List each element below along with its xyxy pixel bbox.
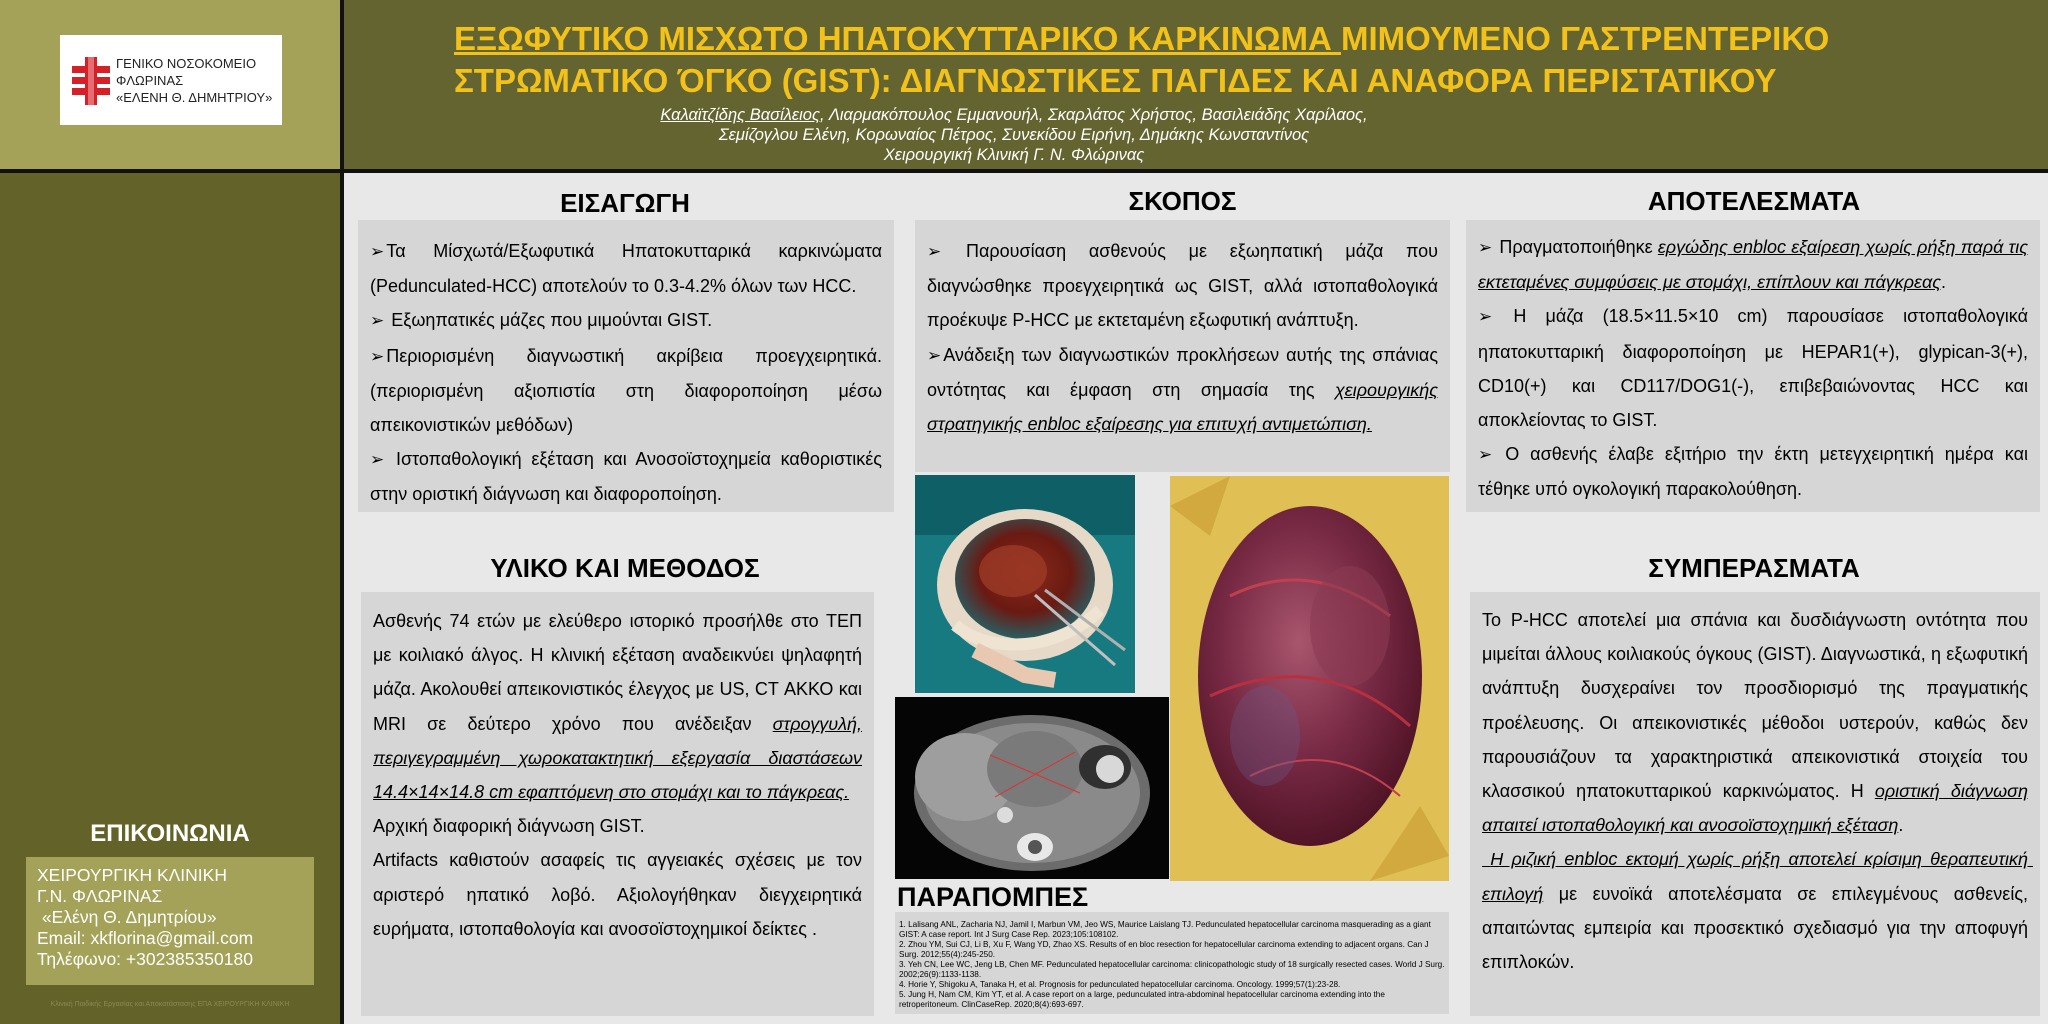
poster-title-rest: ΜΙΜΟΥΜΕΝΟ ΓΑΣΤΡΕΝΤΕΡΙΚΟ ΣΤΡΩΜΑΤΙΚΟ ΌΓΚΟ (GIST): ΔΙΑΓΝΩΣΤΙΚΕΣ ΠΑΓΙΔΕΣ ΚΑΙ ΑΝΑΦΟΡΑ ΠΕΡΙΣΤΑΤΙΚΟΥ	[454, 20, 1830, 99]
results-title: ΑΠΟΤΕΛΕΣΜΑΤΑ	[1647, 186, 1861, 216]
horizontal-divider	[0, 169, 2048, 173]
arrow-bullet-icon: ➢	[1478, 445, 1493, 465]
aim-point-2: ➢ Ανάδειξη των διαγνωστικών προκλήσεων αυτής της σπάνιας οντότητας και έμφαση στη σημασία της χειρουργικής στρατηγικής enbloc εξαίρεσης για επιτυχή αντιμετώπιση.	[927, 344, 1438, 435]
arrow-bullet-icon: ➢	[370, 311, 385, 331]
authors-line-2: Σεμίζογλου Ελένη, Κορωναίος Πέτρος, Συνεκίδου Ειρήνη, Δημάκης Κωνσταντίνος	[718, 126, 1310, 144]
contact-clinic: ΧΕΙΡΟΥΡΓΙΚΗ ΚΛΙΝΙΚΗ	[37, 865, 227, 885]
reference-item: 5. Jung H, Nam CM, Kim YT, et al. A case report on a large, pedunculated intra-abdominal hepatocellular carcinoma extending into the retroperitoneum. ClinCaseRep. 2020;8(4):693-697.	[899, 990, 1385, 1009]
poster-title	[454, 18, 2014, 102]
contact-title: ΕΠΙΚΟΙΝΩΝΙΑ	[90, 820, 250, 847]
affiliation: Χειρουργική Κλινική Γ. Ν. Φλώρινας	[883, 146, 1145, 164]
contact-hospital: Γ.Ν. ΦΛΩΡΙΝΑΣ	[37, 886, 163, 906]
arrow-bullet-icon: ➢	[370, 346, 385, 366]
logo-line-2: «ΕΛΕΝΗ Θ. ΔΗΜΗΤΡΙΟΥ»	[116, 90, 273, 105]
poster-header	[344, 0, 2048, 169]
arrow-bullet-icon: ➢	[1478, 307, 1493, 327]
intro-box	[358, 220, 894, 512]
resected-specimen-graphic	[1170, 476, 1449, 881]
authors-block	[344, 105, 1684, 165]
poster-title-underlined: ΕΞΩΦΥΤΙΚΟ ΜΙΣΧΩΤΟ ΗΠΑΤΟΚΥΤΤΑΡΙΚΟ ΚΑΡΚΙΝΩΜΑ	[454, 20, 1342, 57]
reference-item: 3. Yeh CN, Lee WC, Jeng LB, Chen MF. Pedunculated hepatocellular carcinoma: clinicopathologic study of 18 surgically resected cases. World J Surg. 2002;26(9):1133-1138.	[899, 960, 1445, 979]
results-point-2: ➢ Η μάζα (18.5×11.5×10 cm) παρουσίασε ιστοπαθολογικά ηπατοκυτταρική διαφοροποίηση με HEPAR1(+), glypican-3(+), CD10(+) και CD117/DOG1(-), επιβεβαιώνοντας HCC και αποκλείοντας το GIST.	[1478, 306, 2028, 431]
logo-text	[116, 55, 282, 106]
intraoperative-photo-graphic	[915, 475, 1135, 693]
resected-specimen-photo	[1170, 476, 1449, 881]
first-author: Καλαϊτζίδης Βασίλειος	[660, 106, 820, 124]
arrow-bullet-icon: ➢	[370, 242, 385, 261]
results-point-3: ➢ Ο ασθενής έλαβε εξιτήριο την έκτη μετεγχειρητική ημέρα και τέθηκε υπό ογκολογική παρακολούθηση.	[1478, 444, 2028, 500]
conclusions-title: ΣΥΜΠΕΡΑΣΜΑΤΑ	[1648, 553, 1860, 583]
contact-box	[26, 857, 314, 985]
contact-email[interactable]: Email: xkflorina@gmail.com	[37, 928, 254, 948]
contact-phone[interactable]: Τηλέφωνο: +302385350180	[37, 949, 253, 969]
methods-paragraph-3: Artifacts καθιστούν ασαφείς τις αγγειακές σχέσεις με τον αριστερό ηπατικό λοβό. Αξιολογήθηκαν διεγχειρητικά ευρήματα, ιστοπαθολογία και ανοσοϊστοχημικοί δείκτες .	[373, 850, 862, 939]
conclusions-paragraph-1: Το P-HCC αποτελεί μια σπάνια και δυσδιάγνωστη οντότητα που μιμείται άλλους κοιλιακούς όγκους (GIST). Διαγνωστικά, η εξωφυτική ανάπτυξη δυσχεραίνει τον προσδιορισμό της πραγματικής προέλευσης. Οι απεικονιστικές μέθοδοι υστερούν, καθώς δεν παρουσιάζουν τα χαρακτηριστικά απεικονιστικά στοιχεία του κλασσικού ηπατοκυτταρικού καρκινώματος. Η οριστική διάγνωση απαιτεί ιστοπαθολογική και ανοσοϊστοχημική εξέταση.	[1482, 610, 2028, 836]
intro-title: ΕΙΣΑΓΩΓΗ	[560, 188, 690, 218]
hospital-logo	[60, 35, 282, 125]
methods-paragraph-1: Ασθενής 74 ετών με ελεύθερο ιστορικό προσήλθε στο ΤΕΠ με κοιλιακό άλγος. Η κλινική εξέταση αναδεικνύει ψηλαφητή μάζα. Ακολουθεί απεικονιστικός έλεγχος με US, CT ΑΚΚΟ και MRI σε δεύτερο χρόνο που ανέδειξαν στρογγυλή, περιγεγραμμένη χωροκατακτητική εξεργασία διαστάσεων 14.4×14×14.8 cm εφαπτόμενη στο στομάχι και το πάγκρεας.	[373, 611, 862, 803]
contact-hospital-name: «Ελένη Θ. Δημητρίου»	[37, 907, 217, 927]
sidebar-top-panel	[0, 0, 340, 170]
intro-point-1: ➢ Τα Μίσχωτά/Εξωφυτικά Ηπατοκυτταρικά καρκινώματα (Pedunculated-HCC) αποτελούν το 0.3-4.2% όλων των HCC.	[370, 241, 882, 297]
authors-line-1	[344, 105, 1684, 125]
aim-box	[915, 220, 1450, 472]
methods-title: ΥΛΙΚΟ ΚΑΙ ΜΕΘΟΔΟΣ	[490, 553, 760, 583]
intraoperative-photo	[915, 475, 1135, 693]
arrow-bullet-icon: ➢	[370, 450, 385, 470]
ct-scan-graphic	[895, 697, 1169, 879]
ct-scan-image	[895, 697, 1169, 879]
logo-line-1: ΓΕΝΙΚΟ ΝΟΣΟΚΟΜΕΙΟ ΦΛΩΡΙΝΑΣ	[116, 56, 257, 88]
intro-point-4: ➢ Ιστοπαθολογική εξέταση και Ανοσοϊστοχημεία καθοριστικές στην οριστική διάγνωση και διαφοροποίηση.	[370, 449, 882, 505]
methods-box	[361, 592, 874, 1016]
arrow-bullet-icon: ➢	[1478, 238, 1493, 257]
arrow-bullet-icon: ➢	[927, 242, 942, 261]
vertical-divider	[340, 0, 344, 1024]
arrow-bullet-icon: ➢	[927, 345, 942, 365]
reference-item: 2. Zhou YM, Sui CJ, Li B, Xu F, Wang YD, Zhao XS. Results of en bloc resection for hepatocellular carcinoma extending to adjacent organs. Can J Surg. 2012;55(4):245-250.	[899, 940, 1429, 959]
medical-cross-icon	[70, 55, 112, 107]
aim-point-1: ➢ Παρουσίαση ασθενούς με εξωηπατική μάζα που διαγνώσθηκε προεγχειρητικά ως GIST, αλλά ιστοπαθολογικά προέκυψε P-HCC με εκτεταμένη εξωφυτική ανάπτυξη.	[927, 241, 1438, 331]
conclusions-paragraph-2: Η ριζική enbloc εκτομή χωρίς ρήξη αποτελεί κρίσιμη θεραπευτική επιλογή με ευνοϊκά αποτελέσματα σε επιλεγμένους ασθενείς, απαιτώντας εμπειρία και προσεκτικό σχεδιασμό για την αποφυγή επιπλοκών.	[1482, 849, 2034, 973]
intro-point-2: ➢ Εξωηπατικές μάζες που μιμούνται GIST.	[370, 310, 713, 331]
intro-point-3: ➢ Περιορισμένη διαγνωστική ακρίβεια προεγχειρητικά. (περιορισμένη αξιοπιστία στη διαφοροποίηση μέσω απεικονιστικών μεθόδων)	[370, 345, 882, 436]
references-box	[895, 912, 1449, 1014]
footer-note: Κλινική Παιδικής Εργασίας και Αποκατάστασης ΕΠΑ ΧΕΙΡΟΥΡΓΙΚΗ ΚΛΙΝΙΚΗ	[50, 1001, 290, 1008]
references-title: ΠΑΡΑΠΟΜΠΕΣ	[897, 882, 1089, 912]
conclusions-box	[1470, 592, 2040, 1016]
results-point-1: ➢ Πραγματοποιήθηκε εργώδης enbloc εξαίρεση χωρίς ρήξη παρά τις εκτεταμένες συμφύσεις με στομάχι, επίπλουν και πάγκρεας.	[1478, 237, 2028, 293]
reference-item: 1. Lalisang ANL, Zacharia NJ, Jamil I, Marbun VM, Jeo WS, Maurice Laislang TJ. Pedunculated hepatocellular carcinoma masquerading as a giant GIST: A case report. Int J Surg Case Rep. 2023;105:108102.	[899, 920, 1431, 939]
authors-line-1-rest: , Λιαρμακόπουλος Εμμανουήλ, Σκαρλάτος Χρήστος, Βασιλειάδης Χαρίλαος,	[820, 106, 1368, 124]
results-box	[1466, 220, 2040, 512]
methods-paragraph-2: Αρχική διαφορική διάγνωση GIST.	[373, 816, 645, 837]
aim-title: ΣΚΟΠΟΣ	[1128, 186, 1237, 216]
reference-item: 4. Horie Y, Shigoku A, Tanaka H, et al. Prognosis for pedunculated hepatocellular carcinoma. Oncology. 1999;57(1):23-28.	[899, 980, 1341, 989]
